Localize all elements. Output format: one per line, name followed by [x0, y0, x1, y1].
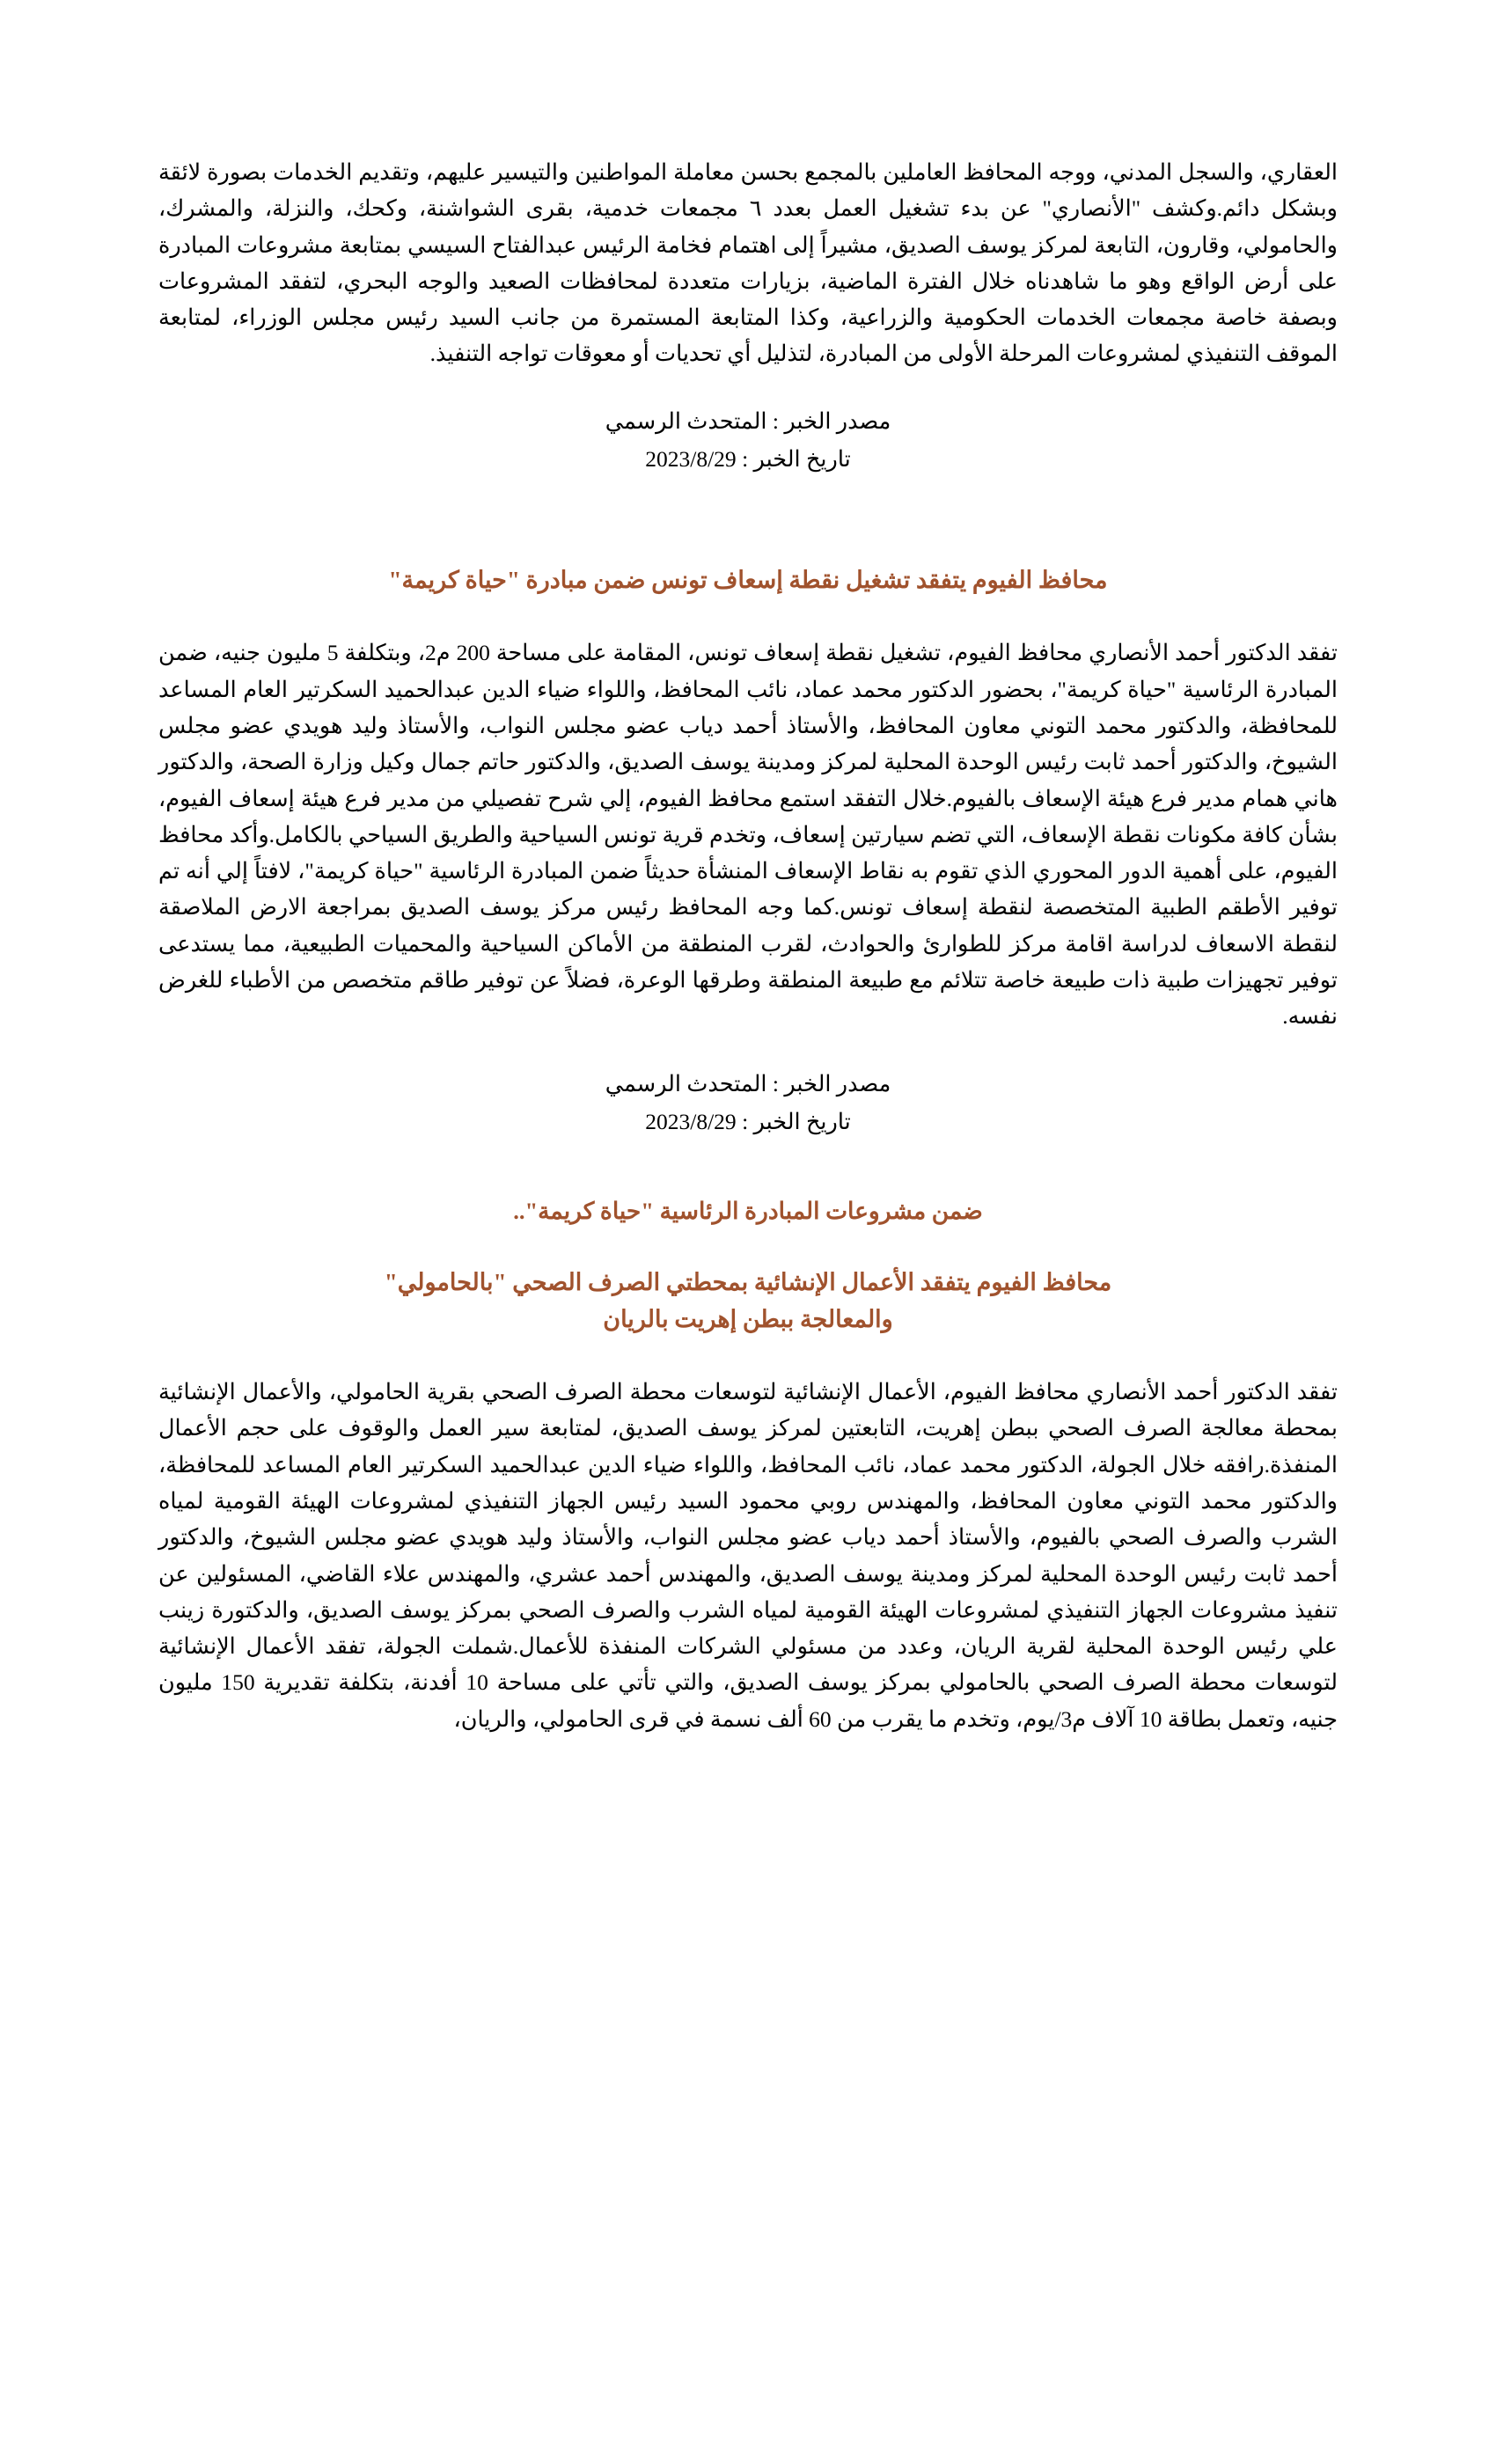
section-1-date: تاريخ الخبر : 2023/8/29	[645, 446, 851, 473]
section-2-source: مصدر الخبر : المتحدث الرسمي	[605, 1070, 891, 1096]
section-2-meta	[158, 1065, 1338, 1141]
spacer-1	[158, 478, 1338, 562]
spacer-2	[158, 599, 1338, 634]
section-3-heading-lead: ضمن مشروعات المبادرة الرئاسية "حياة كريمة"..	[513, 1198, 983, 1225]
section-1-body: العقاري، والسجل المدني، ووجه المحافظ العاملين بالمجمع بحسن معاملة المواطنين والتيسير عليهم، وتقديم الخدمات بصورة لائقة وبشكل دائم.وكشف "الأنصاري" عن بدء تشغيل العمل بعدد ٦ مجمعات خدمية، بقرى الشواشنة، وكحك، والنزلة، والمشرك، والحامولي، وقارون، التابعة لمركز يوسف الصديق، مشيراً إلى اهتمام فخامة الرئيس عبدالفتاح السيسي بمتابعة مشروعات المبادرة على أرض الواقع وهو ما شاهدناه خلال الفترة الماضية، بزيارات متعددة لمحافظات الصعيد والوجه البحري، لتفقد المشروعات وبصفة خاصة مجمعات الخدمات الحكومية والزراعية، وكذا المتابعة المستمرة من جانب السيد رئيس مجلس الوزراء، لمتابعة الموقف التنفيذي لمشروعات المرحلة الأولى من المبادرة، لتذليل أي تحديات أو معوقات تواجه التنفيذ.	[158, 159, 1338, 367]
section-2-date: تاريخ الخبر : 2023/8/29	[645, 1108, 851, 1134]
section-3-heading-group	[158, 1193, 1338, 1338]
spacer-3	[158, 1140, 1338, 1193]
spacer-4	[158, 1229, 1338, 1265]
section-3-heading-line1: محافظ الفيوم يتفقد الأعمال الإنشائية بمحطتي الصرف الصحي "بالحامولي"	[384, 1269, 1112, 1296]
spacer-5	[158, 1338, 1338, 1374]
section-1-meta	[158, 402, 1338, 479]
section-3-body: تفقد الدكتور أحمد الأنصاري محافظ الفيوم، الأعمال الإنشائية لتوسعات محطة الصرف الصحي بقرية الحامولي، والأعمال الإنشائية بمحطة معالجة الصرف الصحي ببطن إهريت، التابعتين لمركز يوسف الصديق، لمتابعة سير العمل والوقوف على حجم الأعمال المنفذة.رافقه خلال الجولة، الدكتور محمد عماد، نائب المحافظ، واللواء ضياء الدين عبدالحميد السكرتير العام المساعد للمحافظة، والدكتور محمد التوني معاون المحافظ، والمهندس روبي محمود السيد رئيس الجهاز التنفيذي لمشروعات الهيئة القومية لمياه الشرب والصرف الصحي بالفيوم، والأستاذ أحمد دياب عضو مجلس النواب، والأستاذ وليد هويدي عضو مجلس الشيوخ، والدكتور أحمد ثابت رئيس الوحدة المحلية لمركز ومدينة يوسف الصديق، والمهندس أحمد عشري، والمهندس علاء القاضي، المسئولين عن تنفيذ مشروعات الجهاز التنفيذي لمشروعات الهيئة القومية لمياه الشرب والصرف الصحي بمركز يوسف الصديق، والدكتورة زينب علي رئيس الوحدة المحلية لقرية الريان، وعدد من مسئولي الشركات المنفذة للأعمال.شملت الجولة، تفقد الأعمال الإنشائية لتوسعات محطة الصرف الصحي بالحامولي بمركز يوسف الصديق، والتي تأتي على مساحة 10 أفدنة، بتكلفة تقديرية 150 مليون جنيه، وتعمل بطاقة 10 آلاف م3/يوم، وتخدم ما يقرب من 60 ألف نسمة في قرى الحامولي، والريان،	[158, 1379, 1338, 1732]
section-1-source: مصدر الخبر : المتحدث الرسمي	[605, 407, 891, 434]
section-2-body: تفقد الدكتور أحمد الأنصاري محافظ الفيوم، تشغيل نقطة إسعاف تونس، المقامة على مساحة 200 م2، وبتكلفة 5 مليون جنيه، ضمن المبادرة الرئاسية "حياة كريمة"، بحضور الدكتور محمد عماد، نائب المحافظ، واللواء ضياء الدين عبدالحميد السكرتير العام المساعد للمحافظة، والدكتور محمد التوني معاون المحافظ، والأستاذ أحمد دياب عضو مجلس النواب، والأستاذ وليد هويدي عضو مجلس الشيوخ، والدكتور أحمد ثابت رئيس الوحدة المحلية لمركز ومدينة يوسف الصديق، والدكتور حاتم جمال وكيل وزارة الصحة، والدكتور هاني همام مدير فرع هيئة الإسعاف بالفيوم.خلال التفقد استمع محافظ الفيوم، إلي شرح تفصيلي من مدير فرع هيئة إسعاف الفيوم، بشأن كافة مكونات نقطة الإسعاف، التي تضم سيارتين إسعاف، وتخدم قرية تونس السياحية والطريق السياحي بالكامل.وأكد محافظ الفيوم، على أهمية الدور المحوري الذي تقوم به نقاط الإسعاف المنشأة حديثاً ضمن المبادرة الرئاسية "حياة كريمة"، لافتاً إلي أنه تم توفير الأطقم الطبية المتخصصة لنقطة إسعاف تونس.كما وجه المحافظ رئيس مركز يوسف الصديق بمراجعة الارض الملاصقة لنقطة الاسعاف لدراسة اقامة مركز للطوارئ والحوادث، لقرب المنطقة من الأماكن السياحية والمحميات الطبيعية، مما يستدعى توفير تجهيزات طبية ذات طبيعة خاصة تتلائم مع طبيعة المنطقة وطرقها الوعرة، فضلاً عن توفير طاقم متخصص من الأطباء للغرض نفسه.	[158, 640, 1338, 1030]
section-3-heading-line2: والمعالجة ببطن إهريت بالريان	[603, 1306, 893, 1333]
section-2-heading: محافظ الفيوم يتفقد تشغيل نقطة إسعاف تونس ضمن مبادرة "حياة كريمة"	[388, 567, 1108, 594]
